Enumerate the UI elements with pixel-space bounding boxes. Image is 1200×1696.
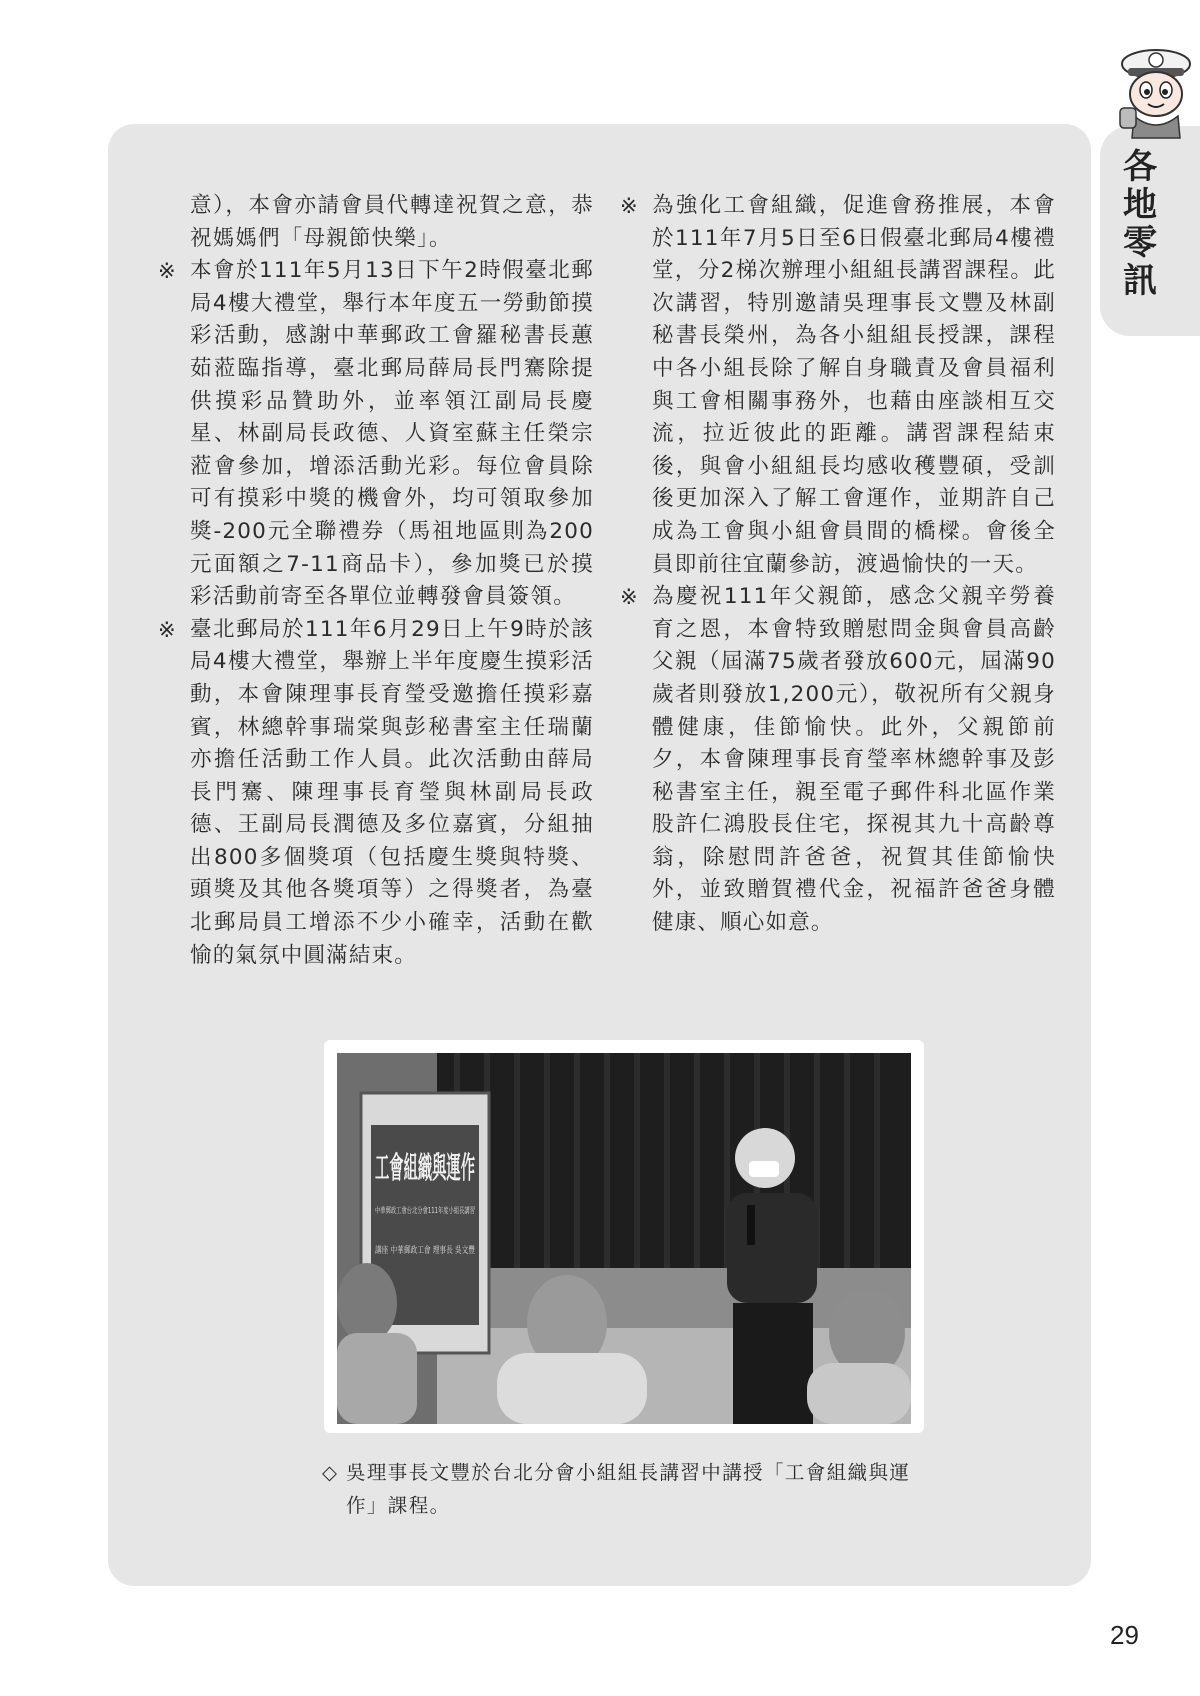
section-title-char: 各	[1123, 147, 1157, 187]
news-item	[158, 614, 594, 973]
item-marker: ※	[620, 194, 639, 218]
banner-subtitle: 中華郵政工會台北分會111年度小組長講習	[375, 1206, 527, 1215]
section-title-char: 地	[1123, 185, 1157, 225]
item-marker: ※	[158, 259, 177, 284]
banner-lecturer: 講座 中華郵政工會 理事長 吳文豐	[375, 1246, 510, 1256]
section-title-char: 零	[1123, 223, 1157, 263]
caption-text: 吳理事長文豐於台北分會小組組長講習中講授「工會組織與運作」課程。	[346, 1461, 911, 1517]
postman-mascot-icon	[1108, 42, 1200, 140]
lecture-photo	[337, 1053, 911, 1424]
section-title	[1110, 148, 1170, 300]
item-text: 本會於111年5月13日下午2時假臺北郵局4樓大禮堂，舉行本年度五一勞動節摸彩活動，感謝中華郵政工會羅秘書長蕙茹蒞臨指導，臺北郵局薛局長門騫除提供摸彩品贊助外，並率領江副局長慶星、林副局長政德、人資室蘇主任榮宗蒞會參加，增添活動光彩。每位會員除可有摸彩中獎的機會外，均可領取參加獎-200元全聯禮券（馬祖地區則為200元面額之7-11商品卡），參加獎已於摸彩活動前寄至各單位並轉發會員簽領。	[190, 258, 594, 610]
page-number: 29	[1110, 1620, 1139, 1650]
news-item	[620, 581, 1056, 940]
item-text: 意），本會亦請會員代轉達祝賀之意，恭祝媽媽們「母親節快樂」。	[190, 193, 594, 251]
item-marker: ※	[158, 617, 177, 642]
caption-marker: ◇	[322, 1461, 339, 1484]
item-text: 為慶祝111年父親節，感念父親辛勞養育之恩，本會特致贈慰問金與會員高齡父親（屆滿75歲者發放600元，屆滿90歲者則發放1,200元），敬祝所有父親身體健康，佳節愉快。此外，父親節前夕，本會陳理事長育瑩率林總幹事及彭秘書室主任，親至電子郵件科北區作業股許仁鴻股長住宅，探視其九十高齡尊翁，除慰問許爸爸，祝賀其佳節愉快外，並致贈賀禮代金，祝福許爸爸身體健康、順心如意。	[652, 584, 1056, 936]
section-title-char: 訊	[1123, 261, 1157, 301]
news-item	[158, 255, 594, 614]
left-column	[158, 190, 594, 972]
photo-caption	[322, 1456, 922, 1522]
item-text: 臺北郵局於111年6月29日上午9時於該局4樓大禮堂，舉辦上半年度慶生摸彩活動，本會陳理事長育瑩受邀擔任摸彩嘉賓，林總幹事瑞棠與彭秘書室主任瑞蘭亦擔任活動工作人員。此次活動由薛局長門騫、陳理事長育瑩與林副局長政德、王副局長潤德及多位嘉賓，分組抽出800多個獎項（包括慶生獎與特獎、頭獎及其他各獎項等）之得獎者，為臺北郵局員工增添不少小確幸，活動在歡愉的氣氛中圓滿結束。	[190, 616, 594, 968]
item-marker: ※	[620, 585, 639, 610]
news-item	[158, 190, 594, 255]
right-column	[620, 190, 1056, 940]
news-item	[620, 190, 1056, 581]
banner-title: 工會組織與運作	[375, 1151, 475, 1186]
item-text: 為強化工會組織，促進會務推展，本會於111年7月5日至6日假臺北郵局4樓禮堂，分2梯次辦理小組組長講習課程。此次講習，特別邀請吳理事長文豐及林副秘書長榮州，為各小組組長授課，課程中各小組長除了解自身職責及會員福利與工會相關事務外，也藉由座談相互交流，拉近彼此的距離。講習課程結束後，與會小組組長均感收穫豐碩，受訓後更加深入了解工會運作，並期許自己成為工會與小組會員間的橋樑。會後全員即前往宜蘭參訪，渡過愉快的一天。	[652, 193, 1056, 577]
